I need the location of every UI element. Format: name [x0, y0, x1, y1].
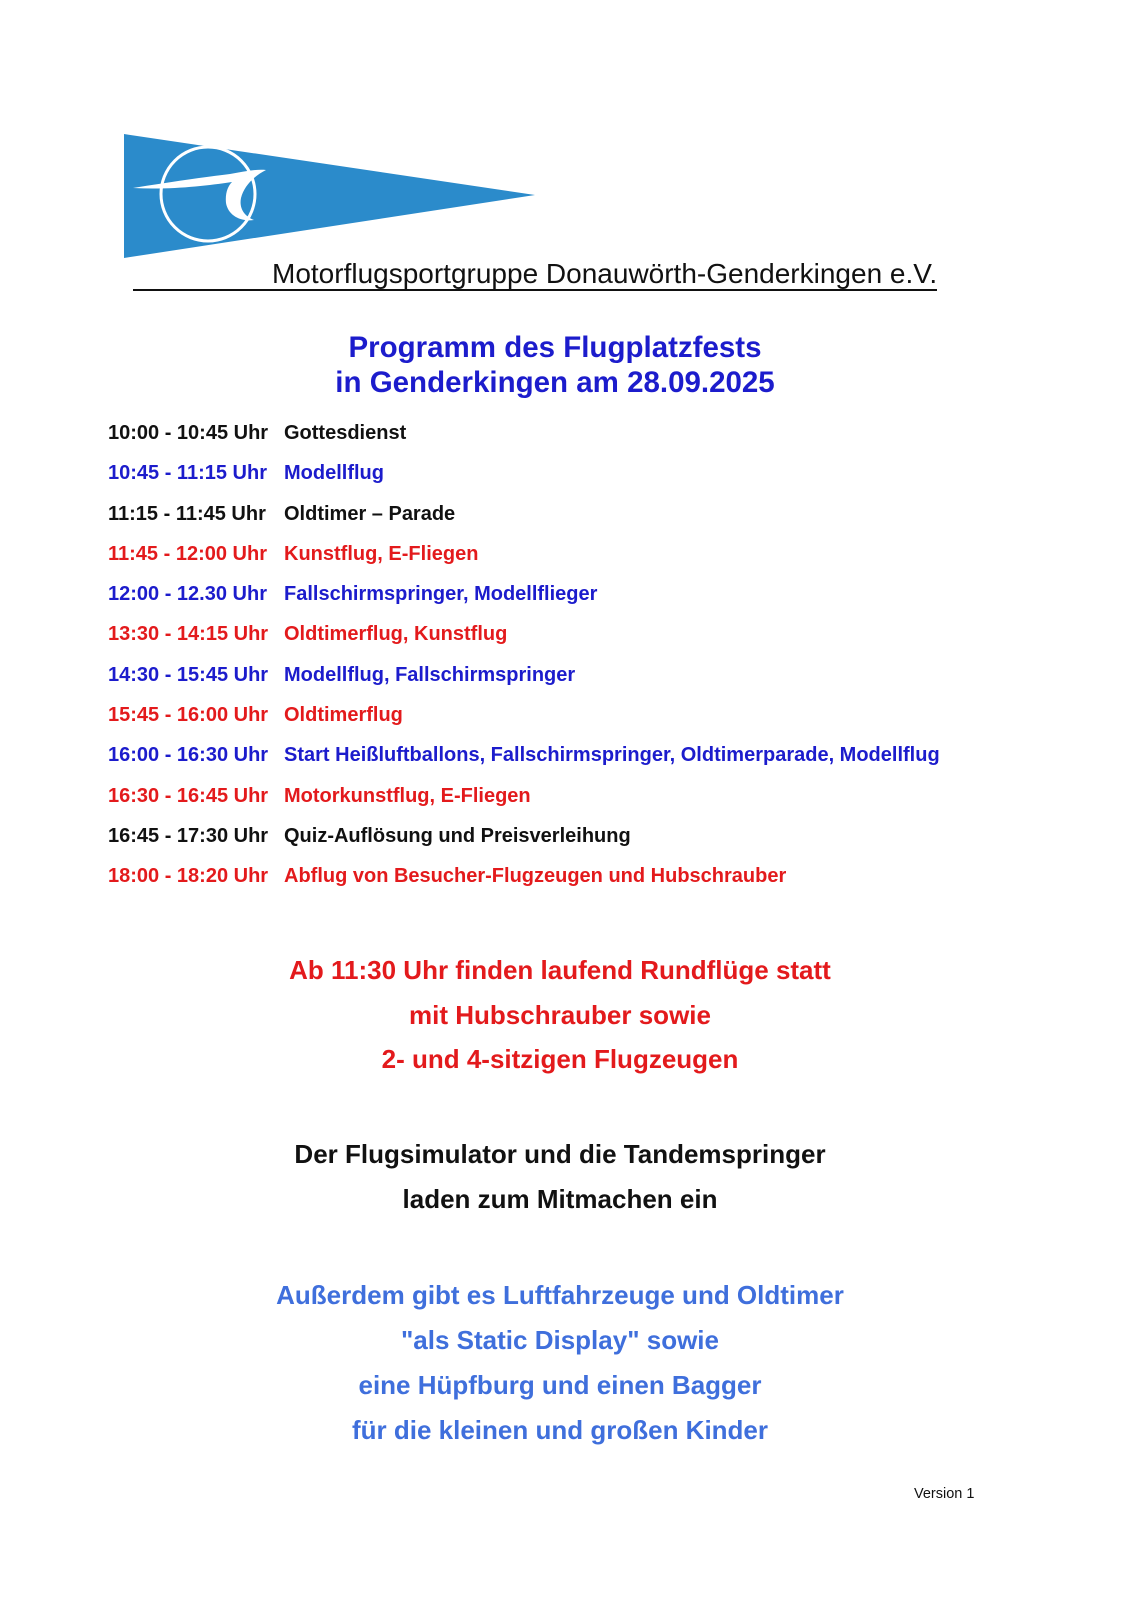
notice-line: laden zum Mitmachen ein	[402, 1184, 718, 1214]
schedule-row	[0, 574, 1133, 614]
schedule-row	[0, 816, 1133, 856]
notice-line: mit Hubschrauber sowie	[409, 999, 711, 1030]
schedule-row	[0, 534, 1133, 574]
schedule-time: 10:45 - 11:15 Uhr	[108, 462, 267, 485]
schedule-time: 13:30 - 14:15 Uhr	[108, 623, 269, 646]
schedule-time: 16:30 - 16:45 Uhr	[108, 784, 269, 807]
schedule-time: 10:00 - 10:45 Uhr	[108, 422, 269, 444]
schedule-activity: Modellflug, Fallschirmspringer	[284, 663, 576, 686]
title-line-2: in Genderkingen am 28.09.2025	[335, 366, 775, 399]
participation-notice	[0, 1132, 1120, 1222]
schedule-row	[0, 494, 1133, 534]
schedule-activity: Modellflug	[284, 462, 384, 485]
schedule-time: 11:45 - 12:00 Uhr	[108, 542, 267, 565]
club-pennant-logo	[120, 130, 540, 262]
schedule-activity: Oldtimerflug	[284, 704, 403, 727]
schedule-time: 16:00 - 16:30 Uhr	[108, 744, 269, 767]
schedule-row	[0, 735, 1133, 775]
schedule-time: 12:00 - 12.30 Uhr	[108, 583, 267, 606]
schedule-activity: Oldtimerflug, Kunstflug	[284, 623, 508, 646]
schedule-activity: Fallschirmspringer, Modellflieger	[284, 583, 598, 606]
schedule-row	[0, 655, 1133, 695]
schedule-row	[0, 856, 1133, 896]
page-title	[0, 330, 1110, 400]
schedule-list	[0, 413, 1133, 897]
schedule-time: 11:15 - 11:45 Uhr	[108, 502, 266, 525]
schedule-activity: Oldtimer – Parade	[284, 502, 456, 525]
notice-line: eine Hüpfburg und einen Bagger	[358, 1370, 762, 1400]
notice-line: Der Flugsimulator und die Tandemspringer	[294, 1139, 826, 1169]
schedule-row	[0, 776, 1133, 816]
version-label: Version 1	[914, 1486, 975, 1502]
schedule-time: 18:00 - 18:20 Uhr	[108, 865, 269, 888]
schedule-activity: Gottesdienst	[284, 422, 407, 444]
schedule-row	[0, 614, 1133, 654]
schedule-row	[0, 695, 1133, 735]
schedule-activity: Abflug von Besucher-Flugzeugen und Hubschrauber	[284, 865, 787, 888]
schedule-activity: Start Heißluftballons, Fallschirmspringer, Oldtimerparade, Modellflug	[284, 744, 940, 767]
notice-line: Ab 11:30 Uhr finden laufend Rundflüge statt	[289, 955, 831, 985]
notice-line: "als Static Display" sowie	[400, 1325, 719, 1355]
schedule-time: 15:45 - 16:00 Uhr	[108, 704, 269, 727]
attractions-notice	[0, 1273, 1120, 1453]
schedule-time: 16:45 - 17:30 Uhr	[108, 824, 269, 847]
schedule-activity: Motorkunstflug, E-Fliegen	[284, 784, 531, 807]
club-name: Motorflugsportgruppe Donauwörth-Genderkingen e.V.	[133, 259, 937, 291]
notice-line: 2- und 4-sitzigen Flugzeugen	[381, 1044, 739, 1074]
notice-line: Außerdem gibt es Luftfahrzeuge und Oldtimer	[276, 1280, 844, 1310]
schedule-activity: Quiz-Auflösung und Preisverleihung	[284, 824, 631, 847]
schedule-row	[0, 453, 1133, 493]
schedule-row	[0, 413, 1133, 453]
schedule-time: 14:30 - 15:45 Uhr	[108, 663, 269, 686]
sightseeing-flights-notice	[0, 948, 1120, 1082]
notice-line: für die kleinen und großen Kinder	[351, 1415, 769, 1445]
schedule-activity: Kunstflug, E-Fliegen	[284, 542, 479, 565]
title-line-1: Programm des Flugplatzfests	[348, 331, 762, 364]
